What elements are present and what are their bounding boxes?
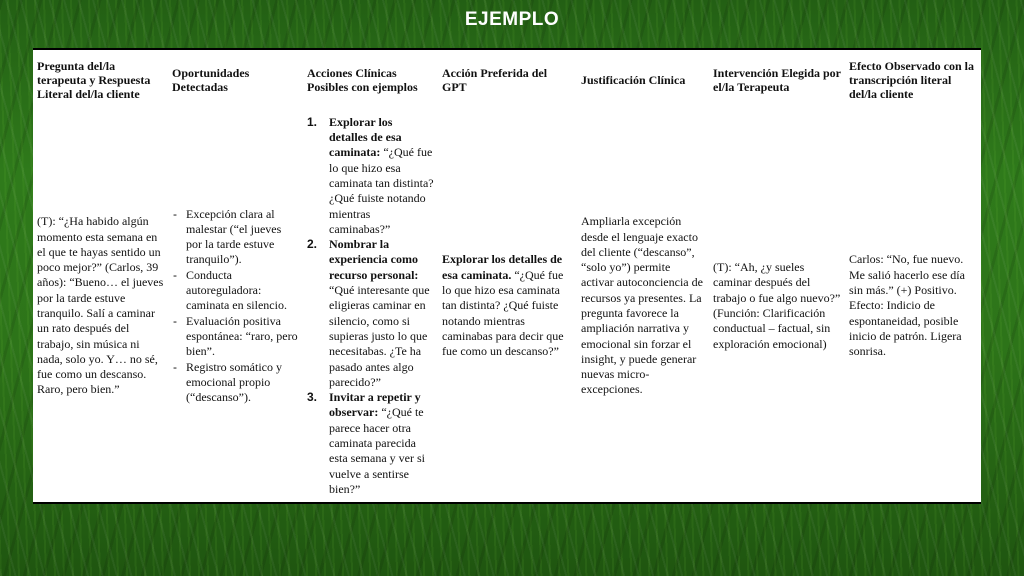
- list-item: - Excepción clara al malestar (“el jueves por la tarde estuve tranquilo”).: [172, 207, 299, 268]
- cell-actions: [303, 110, 438, 502]
- cell-opportunities: [168, 110, 303, 502]
- list-item: [307, 115, 434, 237]
- cell-effect: Carlos: “No, fue nuevo. Me salió hacerlo ese día sin más.” (+) Positivo. Efecto: Indicio de espontaneidad, posible inicio de patrón. Ligera sonrisa.: [849, 252, 965, 359]
- preferred-action-title: Explorar los detalles de esa caminata.: [442, 252, 563, 282]
- list-item: - Conducta autoreguladora: caminata en silencio.: [172, 268, 299, 314]
- cell-intervention: (T): “Ah, ¿y sueles caminar después del trabajo o fue algo nuevo?” (Función: Clarificación conductual – factual, sin exploración emocional): [713, 260, 841, 351]
- slide-title: EJEMPLO: [464, 9, 560, 30]
- clinical-example-table: [33, 50, 981, 502]
- header-effect: Efecto Observado con la transcripción literal del/la cliente: [849, 59, 974, 101]
- list-item: - Registro somático y emocional propio (“descanso”).: [172, 360, 299, 406]
- table-header-row: [33, 50, 981, 110]
- cell-preferred-action: [438, 110, 577, 502]
- item-number: 2.: [307, 237, 318, 252]
- action-example: “¿Qué te parece hacer otra caminata parecida esta semana y ver si vuelve a sentirse bien?”: [329, 405, 425, 496]
- action-title: Invitar a repetir y observar:: [329, 390, 421, 420]
- list-item: [307, 237, 434, 390]
- opportunities-list: [172, 207, 299, 406]
- action-example: “Qué interesante que eligieras caminar en silencio, como si supieras justo lo que necesitabas. ¿Te ha pasado antes algo parecido?”: [329, 283, 430, 389]
- header-question-response: Pregunta del/la terapeuta y Respuesta Literal del/la cliente: [37, 59, 151, 101]
- actions-list: [307, 115, 434, 497]
- action-title: Explorar los detalles de esa caminata:: [329, 114, 402, 160]
- header-intervention: Intervención Elegida por el/la Terapeuta: [713, 66, 841, 94]
- list-item: - Evaluación positiva espontánea: “raro, pero bien”.: [172, 314, 299, 360]
- table-row: [33, 110, 981, 502]
- item-number: 1.: [307, 114, 318, 129]
- cell-justification: Ampliarla excepción desde el lenguaje exacto del cliente (“descanso”, “solo yo”) permite activar autoconciencia de recursos ya presentes. La pregunta favorece la ampliación narrativa y emocional sin forzar el insight, y puede generar nuevas micro-excepciones.: [581, 214, 703, 397]
- example-table-sheet: [33, 48, 981, 504]
- list-item: [307, 390, 434, 497]
- header-opportunities: Oportunidades Detectadas: [172, 66, 250, 94]
- cell-question-response: (T): “¿Ha habido algún momento esta semana en el que te hayas sentido un poco mejor?” (Carlos, 39 años): “Bueno… el jueves por la tarde estuve tranquilo. Salí a caminar un rato después del trabajo, sin música ni nada, solo yo. Y… no sé, fue como un descanso. Raro, pero bien.”: [37, 214, 164, 397]
- item-number: 3.: [307, 390, 318, 405]
- action-title: Nombrar la experiencia como recurso personal:: [329, 237, 419, 282]
- preferred-action-text: “¿Qué fue lo que hizo esa caminata tan distinta? ¿Qué fuiste notando mientras caminabas para decir que fue como un descanso?”: [442, 267, 564, 359]
- header-preferred-action: Acción Preferida del GPT: [442, 66, 548, 94]
- header-actions: Acciones Clínicas Posibles con ejemplos: [307, 66, 418, 94]
- action-example: “¿Qué fue lo que hizo esa caminata tan distinta? ¿Qué fuiste notando mientras caminabas?”: [329, 145, 434, 236]
- header-justification: Justificación Clínica: [581, 73, 686, 87]
